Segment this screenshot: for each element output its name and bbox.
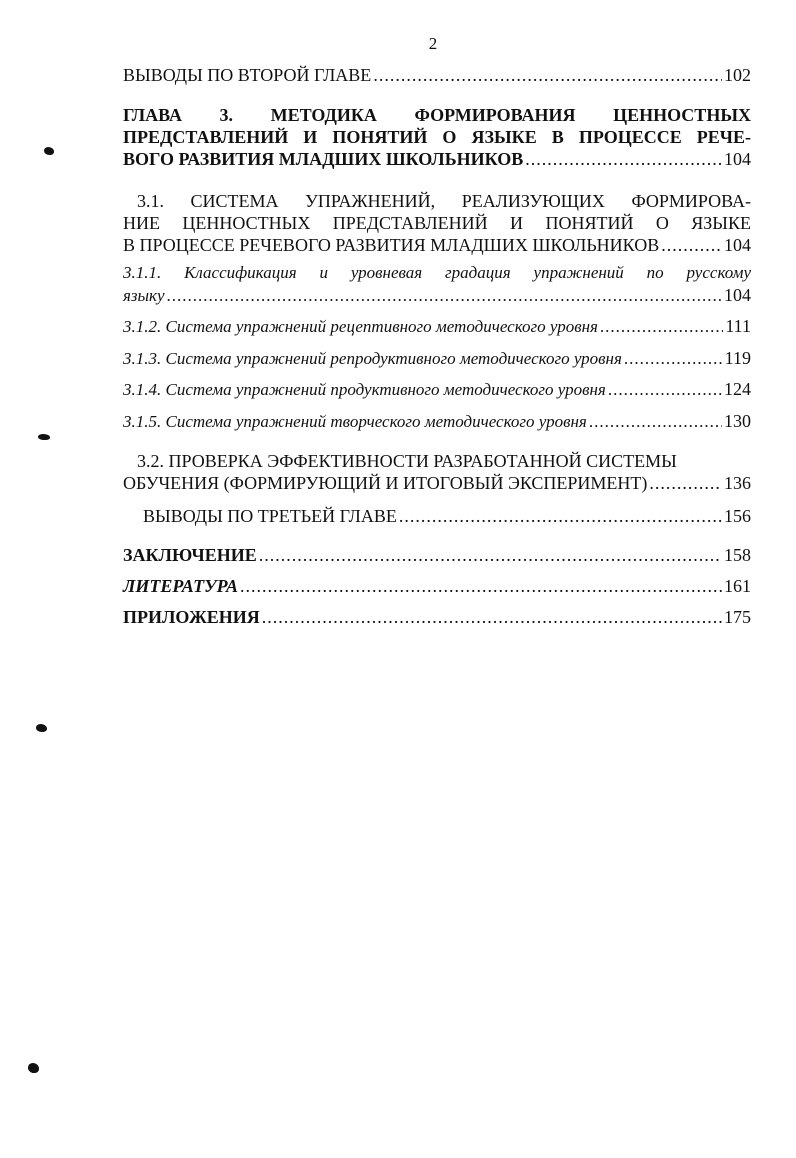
- toc-page: 104: [724, 235, 751, 255]
- leader-dots: [262, 606, 722, 628]
- toc-page: 104: [724, 285, 751, 305]
- toc-title-line: 3.1. СИСТЕМА УПРАЖНЕНИЙ, РЕАЛИЗУЮЩИХ ФОРМИРОВА-: [137, 191, 751, 211]
- punch-mark: [36, 724, 47, 732]
- toc-entry-conclusions-ch3[interactable]: [123, 505, 751, 527]
- punch-mark: [38, 434, 50, 440]
- leader-dots: [661, 234, 722, 256]
- page-number: 2: [428, 34, 438, 53]
- toc-title-line: ГЛАВА 3. МЕТОДИКА ФОРМИРОВАНИЯ ЦЕННОСТНЫХ: [123, 105, 751, 125]
- toc-entry-conclusions-ch2[interactable]: [123, 64, 751, 86]
- toc-entry-3-1-4[interactable]: [123, 378, 751, 401]
- toc-title: ЗАКЛЮЧЕНИЕ: [123, 545, 257, 565]
- punch-mark: [28, 1063, 39, 1073]
- toc-page: 119: [724, 348, 751, 368]
- toc-entry-3-1-2[interactable]: [123, 315, 751, 338]
- toc-entry-3-1-3[interactable]: [123, 347, 751, 370]
- toc-page: 136: [724, 473, 751, 493]
- toc-page: 102: [724, 65, 751, 85]
- toc-title: ПРИЛОЖЕНИЯ: [123, 607, 260, 627]
- toc-entry-3-1[interactable]: [123, 190, 751, 256]
- leader-dots: [600, 316, 723, 338]
- toc-page: 158: [724, 545, 751, 565]
- toc-page: 156: [724, 506, 751, 526]
- toc-entry-conclusion[interactable]: [123, 544, 751, 566]
- toc-title: ЛИТЕРАТУРА: [123, 576, 239, 596]
- toc-title: 3.1.5. Система упражнений творческого методического уровня: [123, 412, 587, 431]
- toc-title: ВЫВОДЫ ПО ТРЕТЬЕЙ ГЛАВЕ: [143, 506, 397, 526]
- toc-title-line: ПРЕДСТАВЛЕНИЙ И ПОНЯТИЙ О ЯЗЫКЕ В ПРОЦЕССЕ РЕЧЕ-: [123, 127, 751, 147]
- leader-dots: [608, 379, 722, 401]
- leader-dots: [373, 64, 722, 86]
- leader-dots: [399, 505, 722, 527]
- toc-page: 124: [724, 379, 751, 399]
- toc-page: 111: [725, 316, 751, 336]
- toc-entry-3-1-5[interactable]: [123, 410, 751, 433]
- toc-entry-3-1-1[interactable]: [123, 262, 751, 307]
- toc-title-line: В ПРОЦЕССЕ РЕЧЕВОГО РАЗВИТИЯ МЛАДШИХ ШКОЛЬНИКОВ: [123, 235, 660, 255]
- leader-dots: [589, 411, 722, 433]
- toc-title-line: 3.2. ПРОВЕРКА ЭФФЕКТИВНОСТИ РАЗРАБОТАННОЙ СИСТЕМЫ: [137, 451, 677, 471]
- leader-dots: [259, 544, 722, 566]
- leader-dots: [624, 348, 723, 370]
- punch-mark: [44, 147, 54, 155]
- leader-dots: [240, 575, 722, 597]
- toc-title-line: НИЕ ЦЕННОСТНЫХ ПРЕДСТАВЛЕНИЙ И ПОНЯТИЙ О ЯЗЫКЕ: [123, 213, 751, 233]
- toc-entry-3-2[interactable]: [123, 450, 751, 494]
- toc-page: 175: [724, 607, 751, 627]
- toc-title-line: ОБУЧЕНИЯ (ФОРМИРУЮЩИЙ И ИТОГОВЫЙ ЭКСПЕРИМЕНТ): [123, 473, 648, 493]
- leader-dots: [525, 148, 722, 170]
- toc-page: 130: [724, 411, 751, 431]
- toc-title: 3.1.2. Система упражнений рецептивного методического уровня: [123, 317, 598, 336]
- toc-title-line: ВОГО РАЗВИТИЯ МЛАДШИХ ШКОЛЬНИКОВ: [123, 149, 524, 169]
- leader-dots: [167, 285, 722, 307]
- toc-page: 161: [724, 576, 751, 596]
- toc-title: 3.1.4. Система упражнений продуктивного методического уровня: [123, 380, 606, 399]
- toc-title: 3.1.3. Система упражнений репродуктивного методического уровня: [123, 349, 622, 368]
- toc-title-line: 3.1.1. Классификация и уровневая градация упражнений по русскому: [123, 263, 751, 282]
- toc-entry-appendices[interactable]: [123, 606, 751, 628]
- toc-title-line: языку: [123, 286, 165, 305]
- toc-entry-chapter3[interactable]: [123, 104, 751, 170]
- toc-page: 104: [724, 149, 751, 169]
- toc-entry-literature[interactable]: [123, 575, 751, 597]
- leader-dots: [649, 472, 722, 494]
- toc-title: ВЫВОДЫ ПО ВТОРОЙ ГЛАВЕ: [123, 65, 372, 85]
